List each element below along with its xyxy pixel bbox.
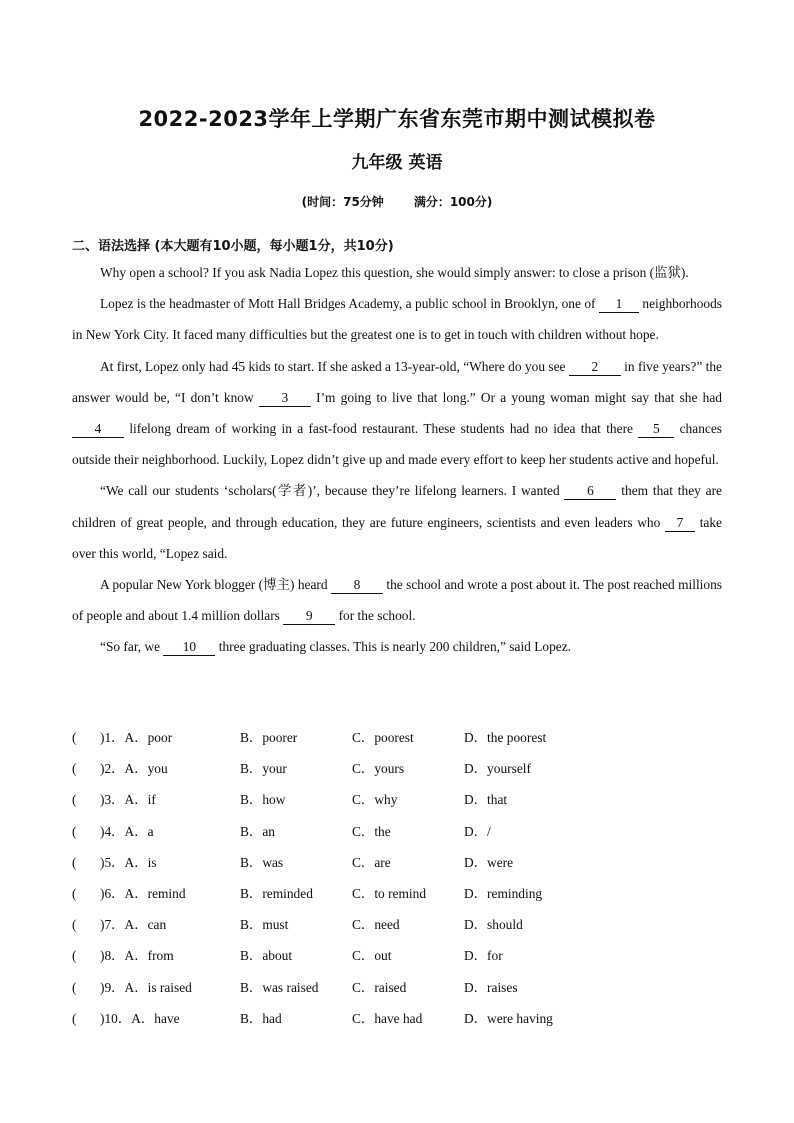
option-d: D．yourself: [464, 761, 531, 777]
blank-2: 2: [569, 359, 621, 376]
option-b: B．reminded: [240, 885, 313, 901]
option-a: )10．A．have: [100, 1010, 180, 1026]
question-10: [72, 1003, 722, 1034]
option-a: )9．A．is raised: [100, 979, 192, 995]
answer-paren[interactable]: (: [72, 948, 77, 964]
question-list: [72, 722, 722, 1034]
blank-10: 10: [163, 639, 215, 656]
question-7: [72, 909, 722, 940]
option-b: B．was raised: [240, 979, 319, 995]
answer-paren[interactable]: (: [72, 979, 77, 995]
blank-5: 5: [638, 421, 674, 438]
option-c: C．to remind: [352, 885, 427, 901]
option-c: C．poorest: [352, 730, 414, 745]
option-c: C．have had: [352, 1010, 423, 1026]
question-3: [72, 784, 722, 815]
option-c: C．yours: [352, 761, 405, 777]
question-4: [72, 816, 722, 847]
answer-paren[interactable]: (: [72, 917, 77, 933]
page-title: 2022-2023学年上学期广东省东莞市期中测试模拟卷: [138, 107, 656, 131]
option-a: )6．A．remind: [100, 885, 186, 901]
question-8: [72, 940, 722, 971]
option-b: B．your: [240, 761, 287, 777]
question-6: [72, 878, 722, 909]
exam-info: [0, 193, 794, 210]
option-a: )4．A．a: [100, 823, 154, 839]
answer-paren[interactable]: (: [72, 761, 77, 777]
paragraph-3: At first, Lopez only had 45 kids to start. If she asked a 13-year-old, “Where do you see 2 in five years?” the answer would be, “I don’t know 3 I’m going to live that long.” Or a young woman might say that she had 4 lifelong dream of working in a fast-food restaurant. These students had no idea that there 5 chances outside their neighborhood. Luckily, Lopez didn’t give up and made every effort to keep her students active and hopeful.: [72, 358, 723, 468]
option-c: C．out: [352, 948, 392, 964]
option-a: )3．A．if: [100, 792, 156, 808]
exam-time: (时间：75分钟: [301, 195, 384, 209]
question-5: [72, 847, 722, 878]
answer-paren[interactable]: (: [72, 792, 77, 808]
option-a: )2．A．you: [100, 761, 168, 777]
reading-passage: [72, 257, 722, 663]
option-a: )1．A．poor: [100, 730, 173, 745]
blank-4: 4: [72, 421, 124, 438]
option-a: )8．A．from: [100, 948, 174, 964]
option-d: D．the poorest: [464, 730, 547, 745]
paragraph-5: A popular New York blogger (博主) heard 8 the school and wrote a post about it. The post reached millions of people and about 1.4 million dollars 9 for the school.: [72, 577, 723, 624]
paragraph-1: Why open a school? If you ask Nadia Lopez this question, she would simply answer: to close a prison (监狱).: [100, 265, 689, 280]
option-d: D．/: [464, 823, 491, 839]
question-9: [72, 972, 722, 1003]
answer-paren[interactable]: (: [72, 730, 77, 745]
option-c: C．are: [352, 854, 391, 870]
option-b: B．must: [240, 917, 289, 933]
answer-paren[interactable]: (: [72, 885, 77, 901]
option-c: C．why: [352, 792, 398, 808]
option-b: B．an: [240, 823, 275, 839]
blank-3: 3: [259, 390, 311, 407]
option-c: C．raised: [352, 979, 407, 995]
blank-8: 8: [331, 577, 383, 594]
option-d: D．reminding: [464, 885, 543, 901]
paragraph-6: “So far, we 10 three graduating classes. This is nearly 200 children,” said Lopez.: [100, 639, 572, 655]
option-b: B．about: [240, 948, 293, 964]
section-heading: 二、语法选择 (本大题有10小题，每小题1分，共10分): [72, 239, 394, 254]
paragraph-4: “We call our students ‘scholars(学者)’, because they’re lifelong learners. I wanted 6 them that they are children of great people, and through education, they are future engineers, scientists and even leaders who 7 take over this world, “Lopez said.: [72, 483, 722, 561]
question-2: [72, 753, 722, 784]
option-b: B．how: [240, 792, 286, 808]
option-d: D．were having: [464, 1010, 553, 1026]
option-d: D．for: [464, 948, 503, 964]
option-b: B．was: [240, 854, 284, 870]
answer-paren[interactable]: (: [72, 1010, 77, 1026]
exam-score: 满分：100分): [413, 195, 493, 209]
option-d: D．should: [464, 917, 523, 933]
option-a: )5．A．is: [100, 854, 157, 870]
blank-6: 6: [564, 483, 616, 500]
answer-paren[interactable]: (: [72, 823, 77, 839]
option-d: D．were: [464, 854, 514, 870]
option-c: C．need: [352, 917, 400, 933]
option-b: B．had: [240, 1010, 282, 1026]
option-a: )7．A．can: [100, 917, 167, 933]
blank-1: 1: [599, 296, 639, 313]
question-1: [72, 722, 722, 753]
option-d: D．raises: [464, 979, 518, 995]
paragraph-2: Lopez is the headmaster of Mott Hall Bridges Academy, a public school in Brooklyn, one of 1 neighborhoods in New York City. It faced many difficulties but the greatest one is to get in touch with children without hope.: [72, 296, 722, 343]
option-b: B．poorer: [240, 730, 298, 745]
option-c: C．the: [352, 823, 391, 839]
page-subtitle: 九年级 英语: [351, 153, 443, 173]
option-d: D．that: [464, 792, 508, 808]
blank-9: 9: [283, 608, 335, 625]
blank-7: 7: [665, 515, 695, 532]
answer-paren[interactable]: (: [72, 854, 77, 870]
